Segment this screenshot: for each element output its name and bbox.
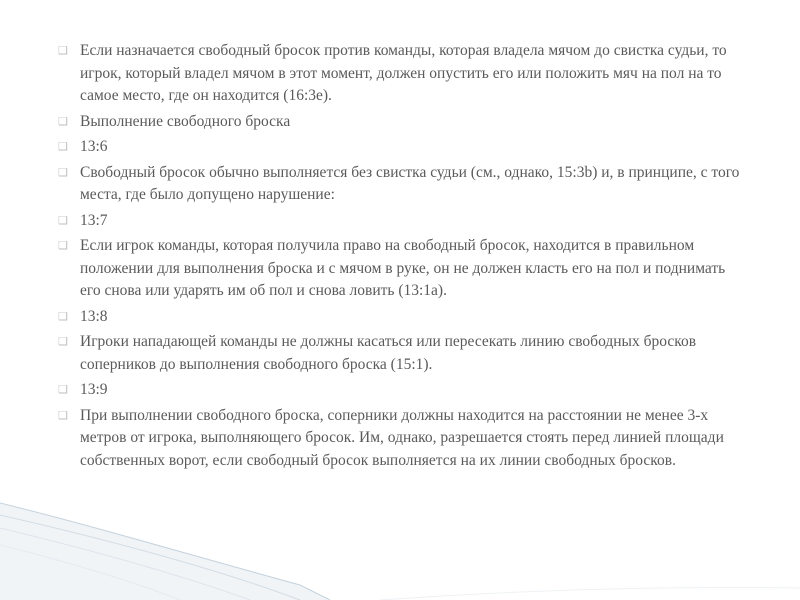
hollow-square-bullet-icon: ❑: [58, 240, 68, 252]
list-item: [58, 136, 748, 159]
list-item-text: 13:9: [80, 381, 108, 398]
list-item: [58, 40, 748, 108]
list-item: [58, 306, 748, 329]
list-item: [58, 162, 748, 207]
list-item: [58, 111, 748, 134]
hollow-square-bullet-icon: ❑: [58, 141, 68, 153]
hollow-square-bullet-icon: ❑: [58, 384, 68, 396]
hollow-square-bullet-icon: ❑: [58, 115, 68, 128]
list-item: [58, 210, 748, 233]
list-item: [58, 331, 748, 376]
list-item: [58, 379, 748, 402]
list-item-text: Игроки нападающей команды не должны касаться или пересекать линию свободных бросков соперников до выполнения свободного броска (15:1).: [80, 333, 697, 373]
list-item-text: При выполнении свободного броска, соперники должны находится на расстоянии не менее 3-х метров от игрока, выполняющего бросок. Им, однако, разрешается стоять перед линией площади собственных ворот, если свободный бросок выполняется на их линии свободных бросков.: [80, 406, 724, 469]
list-item-text: Если назначается свободный бросок против команды, которая владела мячом до свистка судьи, то игрок, который владел мячом в этот момент, должен опустить его или положить мяч на пол на то самое место, где он находится (16:3е).: [80, 42, 727, 104]
list-item-text: Свободный бросок обычно выполняется без свистка судьи (см., однако, 15:3b) и, в принципе, с того места, где было допущено нарушение:: [80, 163, 740, 203]
bullet-list: [58, 40, 748, 475]
hollow-square-bullet-icon: ❑: [58, 214, 68, 227]
hollow-square-bullet-icon: ❑: [58, 166, 68, 179]
list-item-text: 13:7: [80, 211, 108, 229]
hollow-square-bullet-icon: ❑: [58, 409, 68, 422]
list-item: [58, 405, 748, 473]
list-item-text: Если игрок команды, которая получила право на свободный бросок, находится в правильном положении для выполнения броска и с мячом в руке, он не должен класть его на пол и поднимать его снова или ударять им об пол и снова ловить (13:1a).: [80, 237, 726, 299]
list-item-text: Выполнение свободного броска: [80, 112, 291, 130]
hollow-square-bullet-icon: ❑: [58, 336, 68, 348]
hollow-square-bullet-icon: ❑: [58, 310, 68, 323]
list-item-text: 13:6: [80, 138, 108, 155]
list-item-text: 13:8: [80, 307, 108, 325]
list-item: [58, 235, 748, 303]
hollow-square-bullet-icon: ❑: [58, 45, 68, 57]
